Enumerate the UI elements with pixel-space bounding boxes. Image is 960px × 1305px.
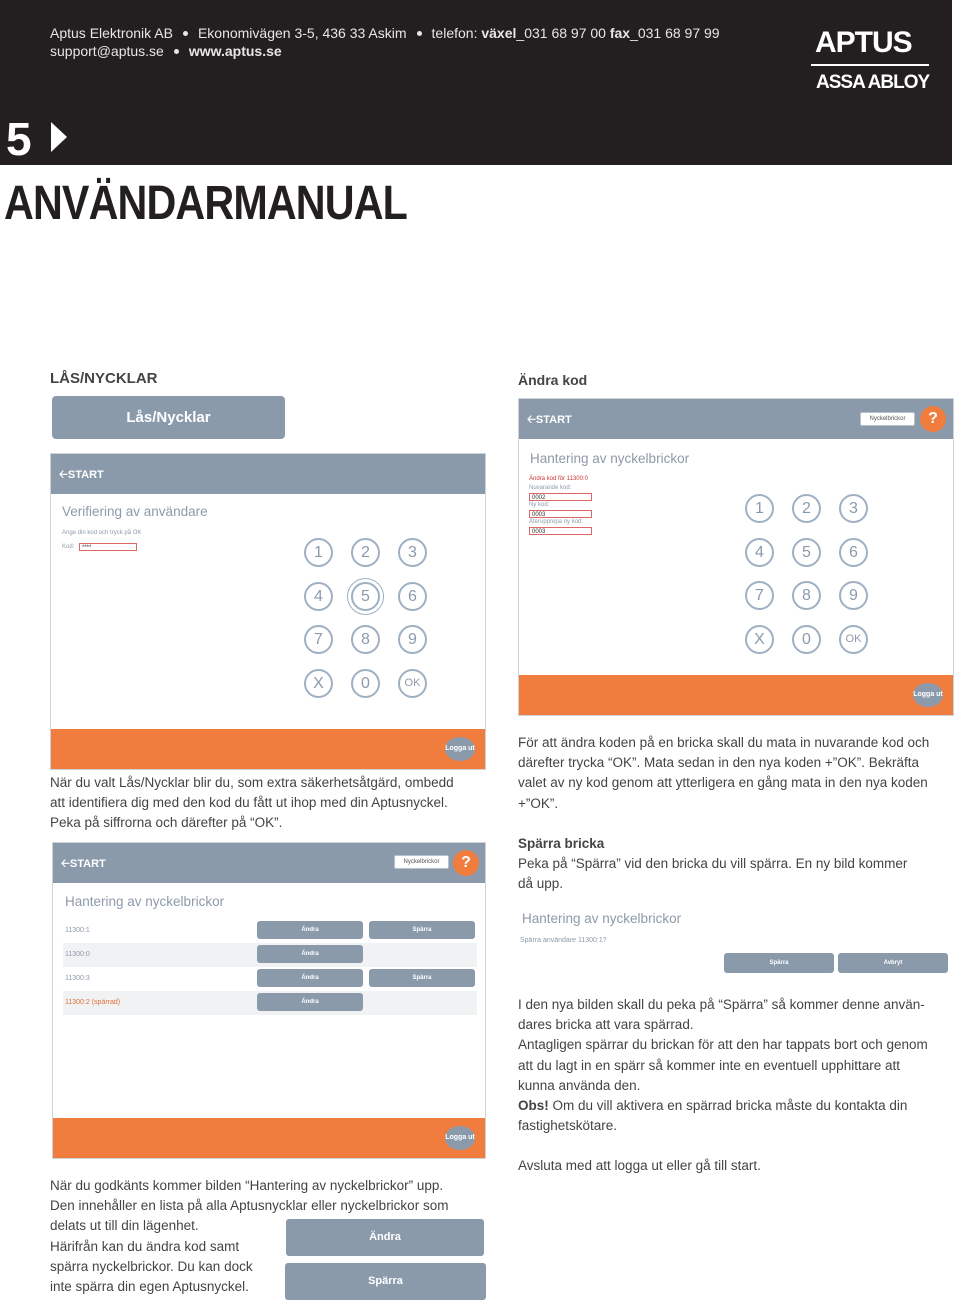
fax-number: _031 68 97 99 xyxy=(630,25,720,41)
new-code-field[interactable]: 0003 xyxy=(529,510,592,518)
text-line: fastighetskötare. xyxy=(518,1118,618,1134)
text-line: I den nya bilden skall du peka på “Spärra” så kommer denne använ- xyxy=(518,997,925,1012)
key-tag-list-screen xyxy=(52,842,486,1159)
text-line: dares bricka att vara spärrad. xyxy=(518,1017,694,1033)
screen-bottombar xyxy=(53,1118,485,1158)
key-tags-tab[interactable]: Nyckelbrickor xyxy=(394,855,449,869)
keypad-key-8[interactable]: 8 xyxy=(351,625,380,654)
start-label: START xyxy=(535,414,572,426)
repeat-code-field[interactable]: 0003 xyxy=(529,527,592,535)
keypad-key-3[interactable]: 3 xyxy=(839,494,868,523)
text-line: kunna använda den. xyxy=(518,1077,641,1093)
screen-bottombar xyxy=(51,729,485,769)
confirm-block-button[interactable]: Spärra xyxy=(724,953,834,973)
screen-title: Hantering av nyckelbrickor xyxy=(530,451,690,466)
tag-id: 11300:0 xyxy=(65,951,90,958)
text-line: +”OK”. xyxy=(518,795,559,811)
screen-title: Hantering av nyckelbrickor xyxy=(522,911,682,926)
block-confirm-screen xyxy=(518,905,954,975)
keypad-key-1[interactable]: 1 xyxy=(304,538,333,567)
change-code-subtitle: Ändra kod för 11300:0 xyxy=(529,476,588,482)
new-code-label: Ny kod: xyxy=(529,502,550,508)
table-row xyxy=(63,967,477,991)
code-label: Kod: xyxy=(62,544,75,550)
current-code-field[interactable]: 0002 xyxy=(529,493,592,501)
obs-text: Om du vill aktivera en spärrad bricka måste du kontakta din xyxy=(548,1098,908,1114)
keypad-key-3[interactable]: 3 xyxy=(398,538,427,567)
change-button[interactable]: Ändra xyxy=(257,969,363,987)
keypad-key-9[interactable]: 9 xyxy=(398,625,427,654)
aptus-logo: APTUS xyxy=(815,26,912,59)
obs-line xyxy=(518,1096,958,1116)
text-line: delats ut till din lägenhet. xyxy=(50,1218,199,1234)
block-result-paragraph xyxy=(518,995,958,1136)
company-name: Aptus Elektronik AB xyxy=(50,25,173,41)
text-line: då upp. xyxy=(518,876,564,892)
text-line: att du lagt in en spärr så kommer inte en eventuell upphittare att xyxy=(518,1057,900,1073)
keypad-key-7[interactable]: 7 xyxy=(745,581,774,610)
page-title: ANVÄNDARMANUAL xyxy=(4,177,408,230)
page-header xyxy=(0,0,952,165)
text-line: spärra nyckelbrickor. Du kan dock xyxy=(50,1258,253,1274)
text-line: När du valt Lås/Nycklar blir du, som extra säkerhetsåtgärd, ombedd xyxy=(50,775,454,790)
code-field[interactable]: **** xyxy=(79,543,137,551)
screen-bottombar xyxy=(519,675,953,715)
text-line: Den innehåller en lista på alla Aptusnycklar eller nyckelbrickor som xyxy=(50,1198,449,1214)
key-tags-tab[interactable]: Nyckelbrickor xyxy=(860,412,915,426)
text-line: att identifiera dig med den kod du fått ut ihop med din Aptusnyckel. xyxy=(50,795,448,811)
keypad-key-6[interactable]: 6 xyxy=(839,538,868,567)
locks-keys-menu-button[interactable]: Lås/Nycklar xyxy=(52,396,285,439)
tag-id: 11300:3 xyxy=(65,975,90,982)
text-line: Peka på “Spärra” vid den bricka du vill spärra. En ny bild kommer xyxy=(518,856,908,872)
cancel-button[interactable]: Avbryt xyxy=(838,953,948,973)
fax-label: fax xyxy=(609,25,631,41)
support-email[interactable]: support@aptus.se xyxy=(50,43,164,59)
text-line: Antagligen spärrar du brickan för att den har tappats bort och genom xyxy=(518,1037,928,1053)
start-button[interactable] xyxy=(527,411,572,430)
start-label: START xyxy=(67,469,104,481)
start-label: START xyxy=(69,858,106,870)
logout-button[interactable]: Logga ut xyxy=(445,737,475,761)
keypad-key-5[interactable]: 5 xyxy=(792,538,821,567)
text-line: När du godkänts kommer bilden “Hantering av nyckelbrickor” upp. xyxy=(50,1178,444,1193)
screen-topbar xyxy=(519,399,953,439)
keypad-key-0[interactable]: 0 xyxy=(351,669,380,698)
assa-abloy-logo: ASSA ABLOY xyxy=(816,72,930,93)
block-tag-heading: Spärra bricka xyxy=(518,836,605,851)
change-code-paragraph xyxy=(518,733,958,814)
screen-topbar xyxy=(53,843,485,883)
website-link[interactable]: www.aptus.se xyxy=(188,43,282,59)
keypad-key-x[interactable]: X xyxy=(745,625,774,654)
logout-button[interactable]: Logga ut xyxy=(445,1126,475,1150)
text-line: Härifrån kan du ändra kod samt xyxy=(50,1238,240,1254)
change-button[interactable]: Ändra xyxy=(257,921,363,939)
logo-divider xyxy=(811,64,929,66)
change-code-screen xyxy=(518,398,954,716)
obs-label: Obs! xyxy=(518,1098,549,1114)
screen-topbar xyxy=(51,454,485,494)
keypad-key-4[interactable]: 4 xyxy=(745,538,774,567)
keypad-key-x[interactable]: X xyxy=(304,669,333,698)
back-arrow-icon: 🡠 xyxy=(59,469,68,481)
company-address: Ekonomivägen 3-5, 436 33 Askim xyxy=(197,25,407,41)
phone-label: telefon: xyxy=(431,25,478,41)
help-icon[interactable]: ? xyxy=(920,406,946,432)
screen-instruction: Ange din kod och tryck på OK xyxy=(62,530,142,536)
block-tag-section xyxy=(518,834,958,895)
keypad-key-6[interactable]: 6 xyxy=(398,582,427,611)
logout-button[interactable]: Logga ut xyxy=(913,683,943,707)
switchboard-number: _031 68 97 00 xyxy=(516,25,606,41)
tag-id-blocked: 11300:2 (spärrad) xyxy=(65,999,121,1006)
keypad-key-2[interactable]: 2 xyxy=(351,538,380,567)
keypad-key-9[interactable]: 9 xyxy=(839,581,868,610)
text-line: inte spärra din egen Aptusnyckel. xyxy=(50,1279,249,1295)
block-question: Spärra användare 11300:1? xyxy=(520,937,607,944)
table-row xyxy=(63,943,477,967)
contact-line-1 xyxy=(50,25,720,41)
chapter-arrow-icon xyxy=(51,122,67,152)
table-row xyxy=(63,919,477,943)
change-button[interactable]: Ändra xyxy=(257,993,363,1011)
keypad-key-1[interactable]: 1 xyxy=(745,494,774,523)
keypad-key-2[interactable]: 2 xyxy=(792,494,821,523)
start-button[interactable] xyxy=(61,855,106,874)
screen-title: Verifiering av användare xyxy=(62,504,208,519)
block-button[interactable]: Spärra xyxy=(369,969,475,987)
screen-title: Hantering av nyckelbrickor xyxy=(65,894,225,909)
closing-paragraph: Avsluta med att logga ut eller gå till start. xyxy=(518,1158,761,1173)
section-heading-change-code: Ändra kod xyxy=(518,372,588,388)
switchboard-label: växel xyxy=(481,25,517,41)
verification-paragraph xyxy=(50,773,490,834)
text-line: För att ändra koden på en bricka skall du mata in nuvarande kod och xyxy=(518,735,930,750)
text-line: därefter trycka “OK”. Mata sedan in den nya koden +”OK”. Bekräfta xyxy=(518,755,920,771)
keypad-key-5[interactable]: 5 xyxy=(351,582,380,611)
block-tag-button[interactable]: Spärra xyxy=(285,1263,486,1300)
help-icon[interactable]: ? xyxy=(453,850,479,876)
change-code-button[interactable]: Ändra xyxy=(286,1219,484,1256)
block-button[interactable]: Spärra xyxy=(369,921,475,939)
keypad-key-7[interactable]: 7 xyxy=(304,625,333,654)
text-line: Peka på siffrorna och därefter på “OK”. xyxy=(50,815,283,831)
verification-screen xyxy=(50,453,486,770)
keypad-key-8[interactable]: 8 xyxy=(792,581,821,610)
current-code-label: Nuvarande kod: xyxy=(529,485,572,491)
back-arrow-icon: 🡠 xyxy=(527,414,536,426)
tag-id: 11300:1 xyxy=(65,927,90,934)
contact-line-2 xyxy=(50,43,282,59)
keypad-key-4[interactable]: 4 xyxy=(304,582,333,611)
text-line: valet av ny kod genom att ytterligera en gång mata in den nya koden xyxy=(518,775,928,791)
keypad-key-ok[interactable]: OK xyxy=(839,625,868,654)
keypad-key-ok[interactable]: OK xyxy=(398,669,427,698)
start-button[interactable] xyxy=(59,466,104,485)
back-arrow-icon: 🡠 xyxy=(61,858,70,870)
change-button[interactable]: Ändra xyxy=(257,945,363,963)
section-heading-locks: LÅS/NYCKLAR xyxy=(50,370,158,387)
keypad-key-0[interactable]: 0 xyxy=(792,625,821,654)
repeat-code-label: Återupprepa ny kod: xyxy=(529,519,584,525)
table-row xyxy=(63,991,477,1015)
chapter-number: 5 xyxy=(6,113,32,165)
